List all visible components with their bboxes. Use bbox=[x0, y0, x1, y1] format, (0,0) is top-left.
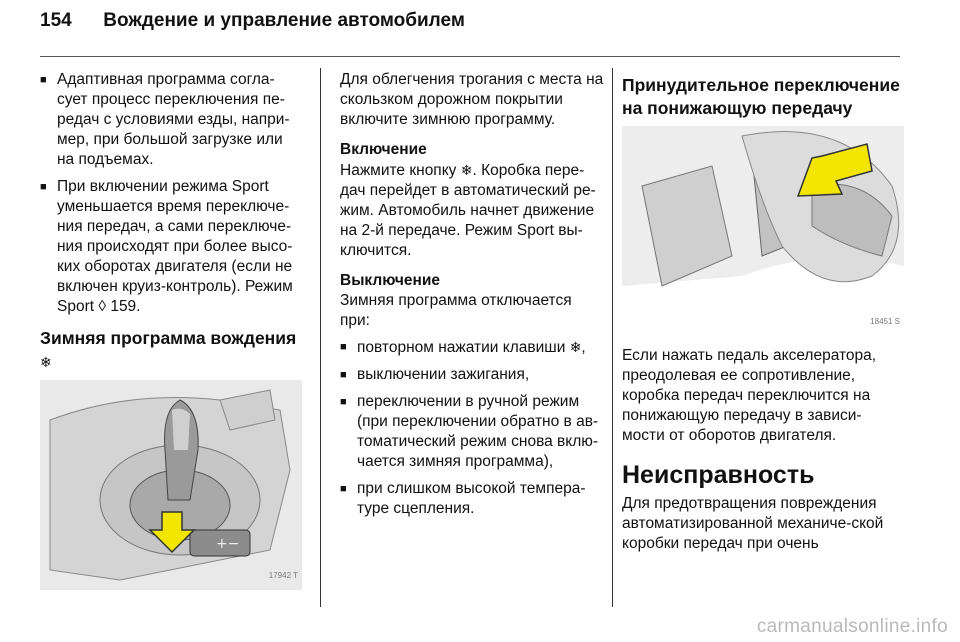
gear-selector-illustration bbox=[40, 380, 302, 590]
header-rule bbox=[40, 56, 900, 57]
column-3 bbox=[622, 70, 904, 560]
column-divider bbox=[320, 68, 321, 607]
column-2 bbox=[340, 70, 605, 526]
list-item: ■ При включении режима Sport уменьшается время переключе-ния передач, а сами переключе-ния происходят при более высо-ких оборотах двигателя (если не включен круиз-контроль). Режим Sport ◊ 159. bbox=[40, 177, 302, 317]
pedal-figure bbox=[622, 126, 904, 336]
svg-text:+−: +− bbox=[216, 536, 240, 552]
paragraph-text: Нажмите кнопку bbox=[340, 162, 457, 179]
section-heading-text: Зимняя программа вождения bbox=[40, 328, 297, 348]
section-heading: Принудительное переключение на понижающую передачу bbox=[622, 75, 900, 118]
list-item: ■ переключении в ручной режим (при переключении обратно в ав-томатический режим снова вклю-чается зимняя программа), bbox=[340, 392, 605, 472]
snowflake-icon: ❄ bbox=[40, 354, 52, 370]
accelerator-pedal-illustration bbox=[622, 126, 904, 336]
section-heading bbox=[40, 327, 302, 374]
list-item bbox=[340, 337, 605, 358]
paragraph bbox=[340, 160, 605, 261]
section-title: Неисправность bbox=[622, 461, 815, 489]
watermark: carmanualsonline.info bbox=[756, 616, 948, 637]
column-divider bbox=[612, 68, 613, 607]
paragraph: Для предотвращения повреждения автоматизированной механиче-ской коробки передач при очень bbox=[622, 495, 884, 552]
list-item: ■ при слишком высокой темпера-туре сцепления. bbox=[340, 479, 605, 519]
list-item-text: повторном нажатии клавиши bbox=[357, 339, 566, 356]
page-number: 154 bbox=[40, 10, 72, 31]
snowflake-icon: ❄ bbox=[460, 162, 473, 178]
snowflake-icon: ❄ bbox=[569, 339, 582, 355]
list-item-text: , bbox=[581, 339, 586, 356]
column-1 bbox=[40, 70, 302, 590]
list-item: ■ выключении зажигания, bbox=[340, 365, 605, 385]
subheading-off: Выключение bbox=[340, 272, 441, 289]
figure-number: 18451 S bbox=[870, 317, 900, 326]
gear-selector-figure bbox=[40, 380, 302, 590]
page-header bbox=[40, 10, 465, 32]
paragraph: Для облегчения трогания с места на скользком дорожном покрытии включите зимнюю программу. bbox=[340, 71, 604, 128]
subheading-on: Включение bbox=[340, 141, 427, 158]
paragraph: Если нажать педаль акселератора, преодолевая ее сопротивление, коробка передач переключится на понижающую передачу в зависи-мости от оборотов двигателя. bbox=[622, 347, 877, 444]
page-title: Вождение и управление автомобилем bbox=[103, 10, 465, 31]
paragraph-text: . Коробка пере-дач перейдет в автоматический ре-жим. Автомобиль начнет движение на 2-й передаче. Режим Sport вы-ключится. bbox=[340, 162, 596, 259]
list-item: ■ Адаптивная программа согла-сует процесс переключения пе-редач с условиями езды, напри-мер, при большой загрузке или на подъемах. bbox=[40, 70, 302, 170]
figure-number: 17942 T bbox=[268, 571, 298, 580]
paragraph: Зимняя программа отключается при: bbox=[340, 292, 572, 329]
